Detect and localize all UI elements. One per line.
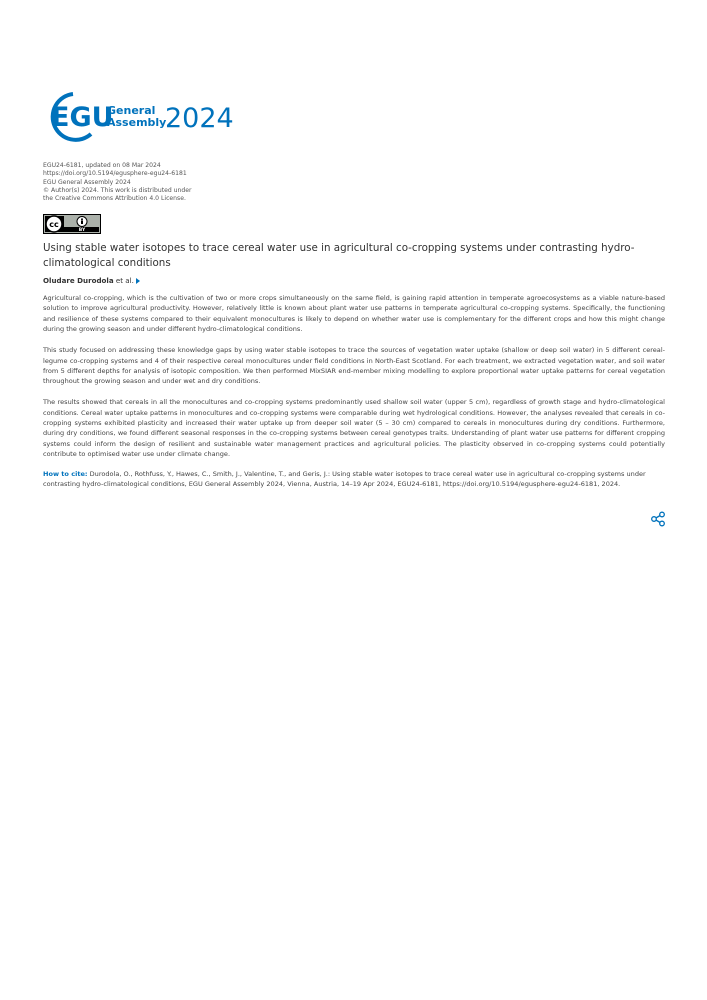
authors-line[interactable] (43, 276, 140, 285)
et-al[interactable]: et al. (115, 276, 134, 285)
abstract-body (43, 293, 665, 470)
svg-text:BY: BY (78, 228, 86, 234)
egu-letters: EGU (51, 102, 114, 133)
meta-block (43, 162, 192, 203)
logo-line2: Assembly (107, 116, 167, 129)
citation-label: How to cite: (43, 470, 88, 478)
egu-logo (43, 90, 243, 144)
citation (43, 469, 665, 490)
logo-line1: General (107, 104, 156, 117)
citation-text: Durodola, O., Rothfuss, Y., Hawes, C., Smith, J., Valentine, T., and Geris, J.: Using stable water isotopes to trace cereal water use in agricultural co-cropping systems under contrasting hydro-climatological conditions, EGU General Assembly 2024, Vienna, Austria, 14–19 Apr 2024, EGU24-6181, https://doi.org/10.5194/egusphere-egu24-6181, 2024. (43, 470, 646, 489)
logo-year: 2024 (165, 103, 234, 134)
abstract-paragraph: Agricultural co-cropping, which is the cultivation of two or more crops simultaneously on the same field, is gaining rapid attention in temperate agroecosystems as a viable nature-based solution to improve agricultural productivity. However, relatively little is known about plant water use patterns in temperate agricultural co-cropping systems. Specifically, the functioning and resilience of these systems compared to their equivalent monocultures is likely to depend on whether water use is complementary for the different crops and how this might change during the growing season and under different hydro-climatological conditions. (43, 294, 665, 334)
meta-line: EGU General Assembly 2024 (43, 178, 131, 186)
expand-authors-icon[interactable] (136, 278, 140, 284)
abstract-paragraph: The results showed that cereals in all the monocultures and co-cropping systems predominantly used shallow soil water (upper 5 cm), regardless of growth stage and hydro-climatological conditions. Cereal water uptake patterns in monocultures and co-cropping systems were comparable during wet hydrological conditions. However, the analyses revealed that cereals in co-cropping systems exhibited plasticity and increased their water uptake up from deeper soil water (5 – 30 cm) compared to cereals in monocultures during dry conditions. Furthermore, during dry conditions, we found different seasonal responses in the co-cropping systems between cereal genotypes traits. Understanding of plant water use patterns for different cropping systems could inform the design of resilient and sustainable water management practices and agricultural policies. The plasticity observed in co-cropping systems could potentially contribute to optimised water use under climate change. (43, 398, 665, 459)
share-icon[interactable] (650, 511, 666, 527)
meta-line: EGU24-6181, updated on 08 Mar 2024 (43, 162, 161, 169)
svg-text:cc: cc (49, 220, 59, 229)
abstract-paragraph: This study focused on addressing these knowledge gaps by using water stable isotopes to trace the sources of vegetation water uptake (shallow or deep soil water) in 5 different cereal-legume co-cropping systems and 4 of their respective cereal monocultures under field conditions in North-East Scotland. For each treatment, we extracted vegetation water, and soil water from 5 different depths for analysis of isotopic composition. We then performed MixSIAR end-member mixing modelling to explore proportional water uptake patterns for cereal vegetation throughout the growing season and under wet and dry conditions. (43, 346, 665, 386)
abstract-title: Using stable water isotopes to trace cereal water use in agricultural co-cropping systems under contrasting hydro-climatological conditions (43, 242, 635, 269)
meta-line[interactable]: https://doi.org/10.5194/egusphere-egu24-6181 (43, 170, 187, 178)
main-author[interactable]: Oludare Durodola (43, 276, 114, 285)
meta-line: the Creative Commons Attribution 4.0 License. (43, 195, 186, 203)
cc-by-icon[interactable] (43, 214, 101, 234)
meta-line: © Author(s) 2024. This work is distributed under (43, 186, 192, 194)
